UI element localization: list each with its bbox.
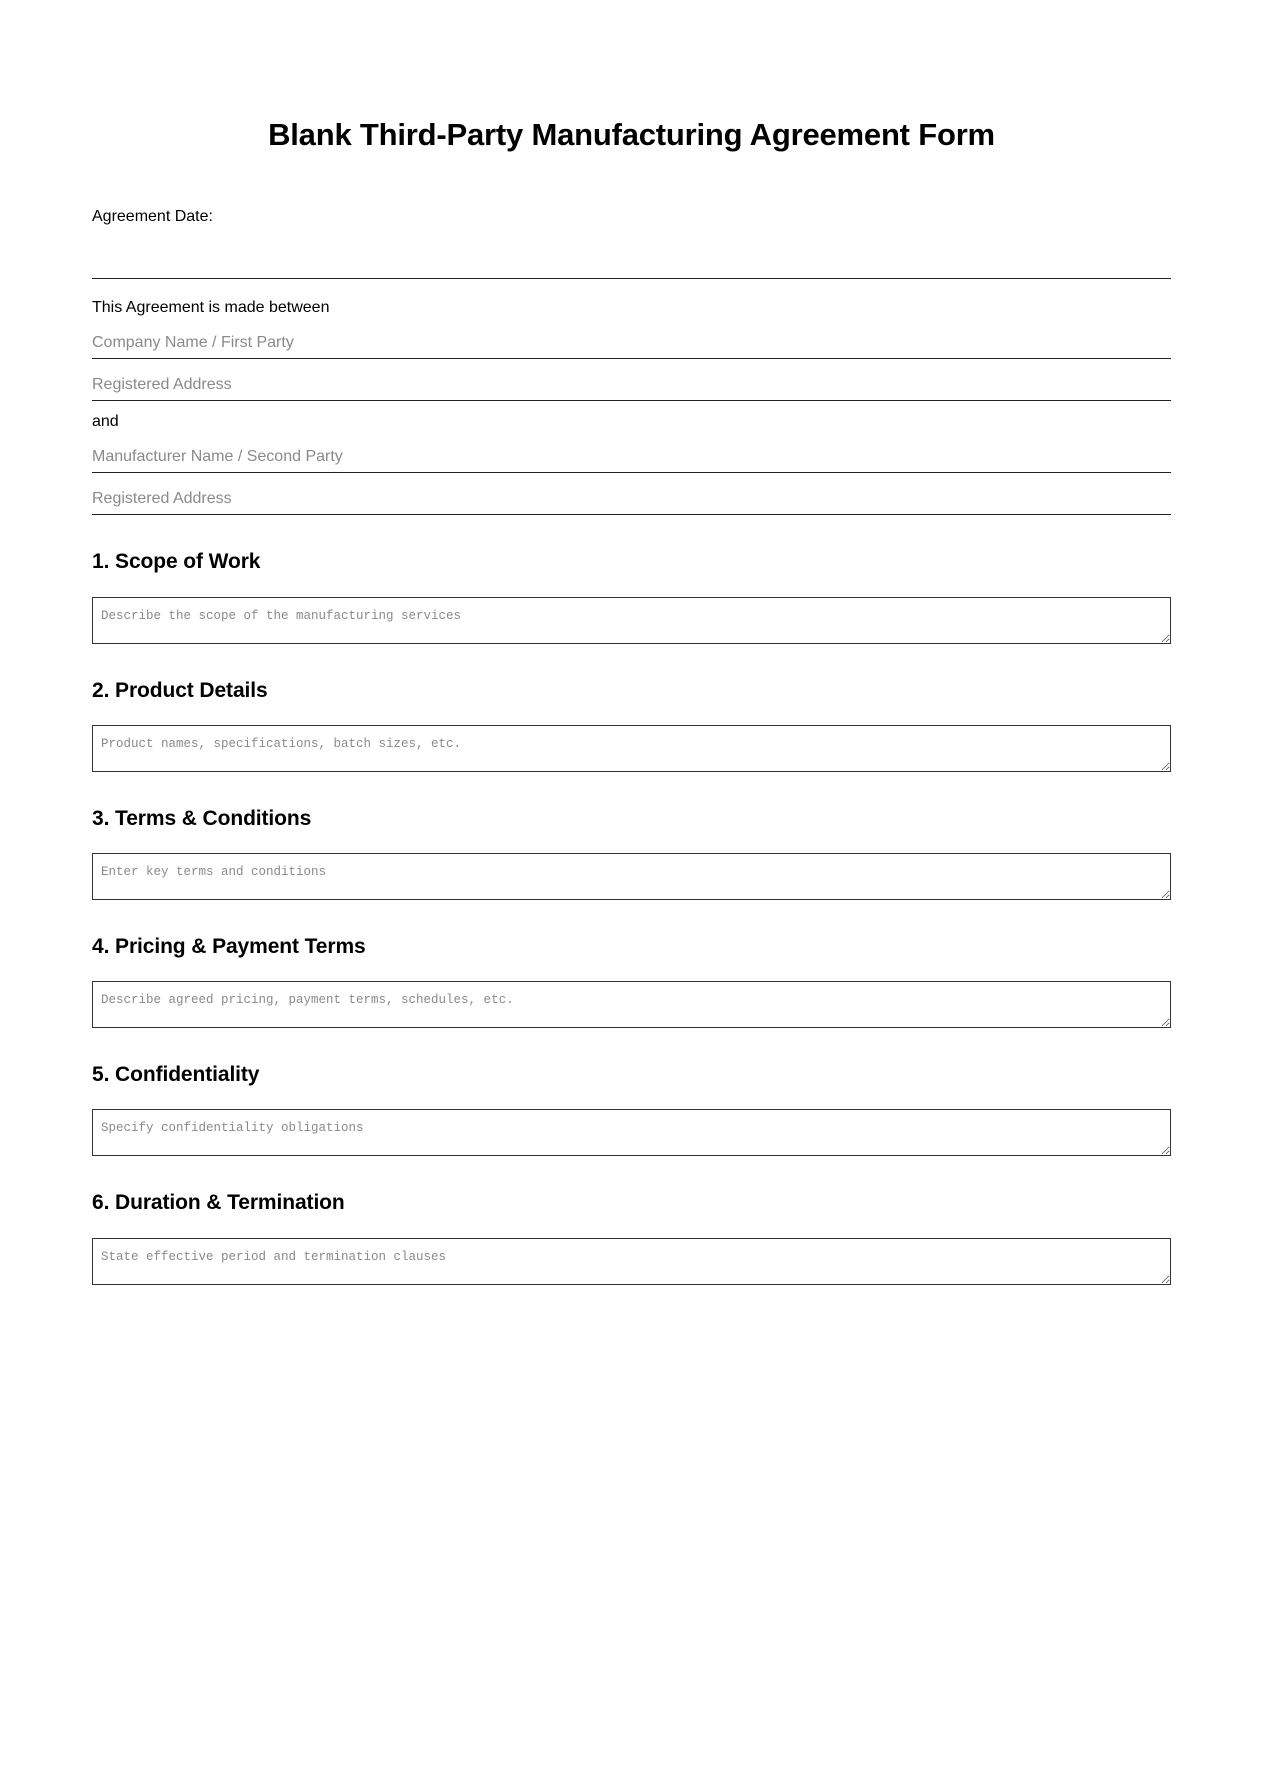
product-details-textarea[interactable] xyxy=(92,725,1171,772)
section-duration-and-termination xyxy=(92,1190,1171,1284)
section-heading: 6. Duration & Termination xyxy=(92,1191,345,1215)
first-party-address-input[interactable] xyxy=(92,368,1171,401)
second-party-address-input[interactable] xyxy=(92,482,1171,515)
parties-joiner-text: and xyxy=(92,413,119,431)
scope-of-work-textarea[interactable] xyxy=(92,597,1171,644)
agreement-date-label: Agreement Date: xyxy=(92,208,213,226)
agreement-date-input[interactable] xyxy=(92,246,1171,279)
page-title: Blank Third-Party Manufacturing Agreement Form xyxy=(268,117,995,152)
section-pricing-and-payment-terms xyxy=(92,934,1171,1028)
duration-and-termination-textarea[interactable] xyxy=(92,1238,1171,1285)
parties-block xyxy=(92,299,1171,515)
parties-intro-text: This Agreement is made between xyxy=(92,299,330,317)
terms-and-conditions-textarea[interactable] xyxy=(92,853,1171,900)
section-terms-and-conditions xyxy=(92,806,1171,900)
pricing-and-payment-terms-textarea[interactable] xyxy=(92,981,1171,1028)
section-heading: 1. Scope of Work xyxy=(92,550,261,574)
agreement-date-block xyxy=(92,205,1171,279)
section-heading: 2. Product Details xyxy=(92,678,268,702)
second-party-name-input[interactable] xyxy=(92,440,1171,473)
section-confidentiality xyxy=(92,1062,1171,1156)
section-heading: 3. Terms & Conditions xyxy=(92,806,312,830)
confidentiality-textarea[interactable] xyxy=(92,1109,1171,1156)
first-party-name-input[interactable] xyxy=(92,326,1171,359)
section-heading: 5. Confidentiality xyxy=(92,1063,260,1087)
section-product-details xyxy=(92,678,1171,772)
section-heading: 4. Pricing & Payment Terms xyxy=(92,934,366,958)
section-scope-of-work xyxy=(92,549,1171,643)
